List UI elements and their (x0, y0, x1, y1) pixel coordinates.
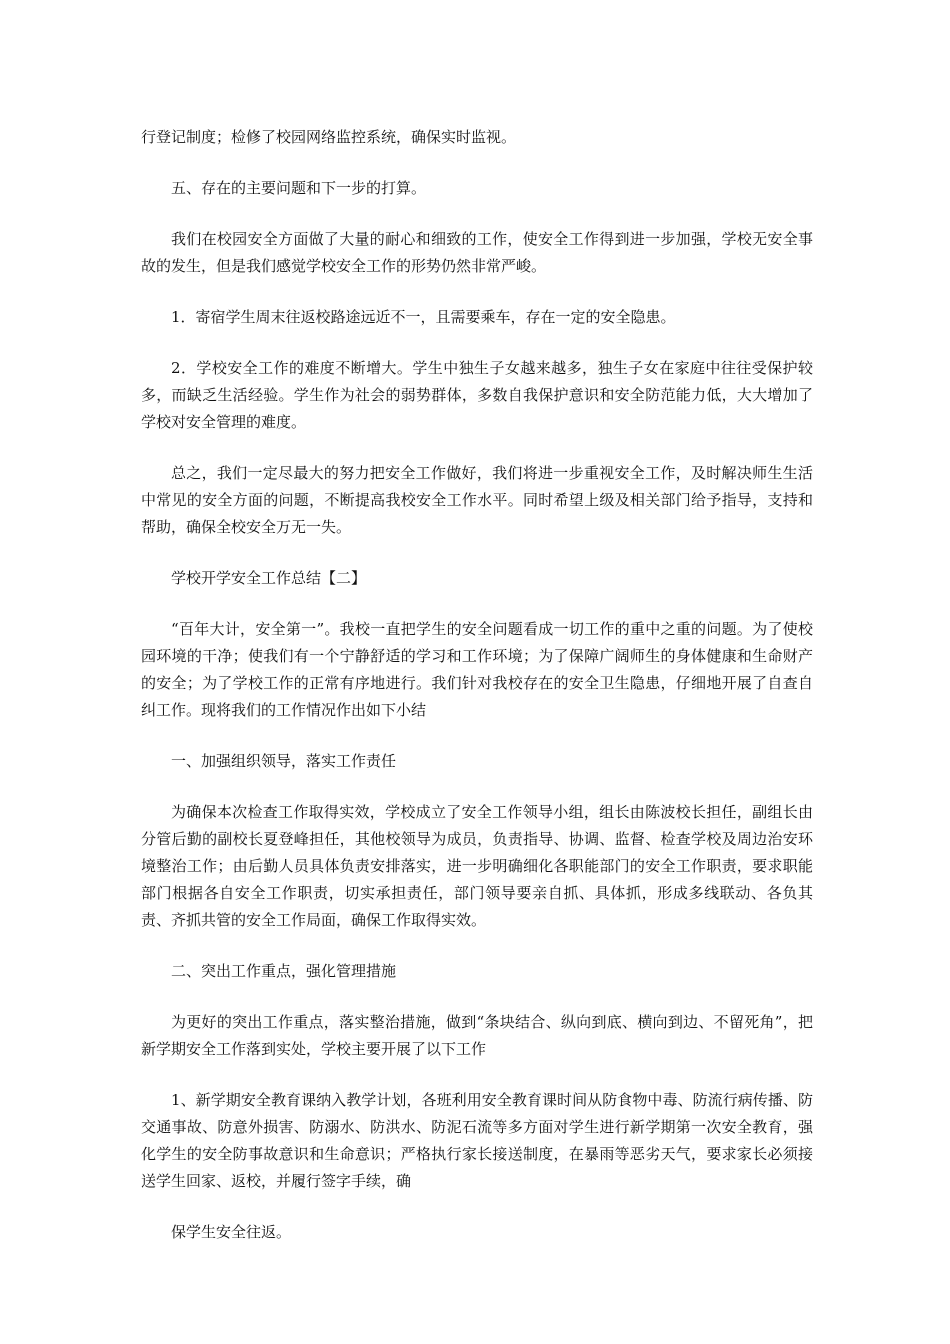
paragraph: 我们在校园安全方面做了大量的耐心和细致的工作，使安全工作得到进一步加强，学校无安全事故的发生，但是我们感觉学校安全工作的形势仍然非常严峻。 (141, 230, 813, 275)
paragraph: 为更好的突出工作重点，落实整治措施，做到“条块结合、纵向到底、横向到边、不留死角”，把新学期安全工作落到实处，学校主要开展了以下工作 (141, 1013, 813, 1058)
section-heading: 二、突出工作重点，强化管理措施 (171, 962, 397, 980)
list-item: 1、新学期安全教育课纳入教学计划，各班利用安全教育课时间从防食物中毒、防流行病传播、防交通事故、防意外损害、防溺水、防洪水、防泥石流等多方面对学生进行新学期第一次安全教育，强化学生的安全防事故意识和生命意识；严格执行家长接送制度，在暴雨等恶劣天气，要求家长必须接送学生回家、返校，并履行签字手续，确 (141, 1091, 813, 1190)
paragraph: 总之，我们一定尽最大的努力把安全工作做好，我们将进一步重视安全工作，及时解决师生生活中常见的安全方面的问题，不断提高我校安全工作水平。同时希望上级及相关部门给予指导，支持和帮助，确保全校安全万无一失。 (141, 464, 813, 536)
section-heading: 五、存在的主要问题和下一步的打算。 (171, 179, 427, 197)
paragraph: 保学生安全往返。 (171, 1223, 292, 1241)
document-body (141, 124, 813, 1270)
paragraph: 行登记制度；检修了校园网络监控系统，确保实时监视。 (141, 128, 517, 146)
paragraph: “百年大计，安全第一”。我校一直把学生的安全问题看成一切工作的重中之重的问题。为了使校园环境的干净；使我们有一个宁静舒适的学习和工作环境；为了保障广阔师生的身体健康和生命财产的安全；为了学校工作的正常有序地进行。我们针对我校存在的安全卫生隐患，仔细地开展了自查自纠工作。现将我们的工作情况作出如下小结 (141, 620, 813, 719)
list-item: 1．寄宿学生周末往返校路途远近不一，且需要乘车，存在一定的安全隐患。 (171, 308, 676, 326)
paragraph: 为确保本次检查工作取得实效，学校成立了安全工作领导小组，组长由陈波校长担任，副组长由分管后勤的副校长夏登峰担任，其他校领导为成员，负责指导、协调、监督、检查学校及周边治安环境整治工作；由后勤人员具体负责安排落实，进一步明确细化各职能部门的安全工作职责，要求职能部门根据各自安全工作职责，切实承担责任，部门领导要亲自抓、具体抓，形成多线联动、各负其责、齐抓共管的安全工作局面，确保工作取得实效。 (141, 803, 813, 929)
list-item: 2．学校安全工作的难度不断增大。学生中独生子女越来越多，独生子女在家庭中往往受保护较多，而缺乏生活经验。学生作为社会的弱势群体，多数自我保护意识和安全防范能力低，大大增加了学校对安全管理的难度。 (141, 359, 813, 431)
document-subtitle: 学校开学安全工作总结【二】 (171, 569, 367, 587)
section-heading: 一、加强组织领导，落实工作责任 (171, 752, 397, 770)
